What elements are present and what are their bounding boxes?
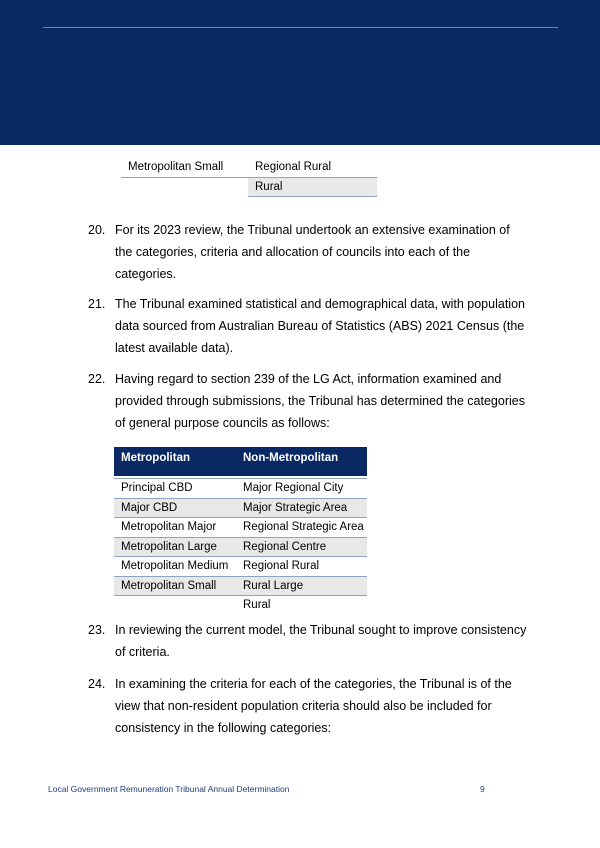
table-cell: Rural <box>248 177 377 197</box>
paragraph-text: In examining the criteria for each of the categories, the Tribunal is of the view that non-resident population criteria should also be included for consistency in the following categories: <box>115 677 512 735</box>
table-cell: Regional Rural <box>236 557 367 577</box>
paragraph-text: For its 2023 review, the Tribunal undertook an extensive examination of the categories, criteria and allocation of councils into each of the categories. <box>115 223 510 281</box>
table-cell: Metropolitan Small <box>114 576 236 596</box>
footer-document-title: Local Government Remuneration Tribunal Annual Determination <box>48 784 290 794</box>
paragraph-number: 22. <box>88 372 106 386</box>
paragraph-number: 23. <box>88 623 106 637</box>
paragraph-number: 20. <box>88 223 106 237</box>
paragraph-23 <box>88 619 528 663</box>
table-row <box>114 518 367 538</box>
paragraph-text: Having regard to section 239 of the LG Act, information examined and provided through submissions, the Tribunal has determined the categories of general purpose councils as follows: <box>115 372 525 430</box>
paragraph-number: 21. <box>88 297 106 311</box>
table-row <box>114 596 367 615</box>
council-category-table <box>114 447 367 615</box>
table-cell <box>121 177 248 197</box>
table-cell: Rural Large <box>236 576 367 596</box>
table-cell: Metropolitan Small <box>121 158 248 177</box>
table-cell: Major CBD <box>114 498 236 518</box>
paragraph-24 <box>88 673 528 739</box>
header-banner <box>0 0 600 145</box>
paragraph-text: In reviewing the current model, the Tribunal sought to improve consistency of criteria. <box>115 623 527 659</box>
table-row <box>114 537 367 557</box>
paragraph-number: 24. <box>88 677 106 691</box>
table-cell: Metropolitan Major <box>114 518 236 538</box>
table-cell: Metropolitan Large <box>114 537 236 557</box>
table-cell: Regional Strategic Area <box>236 518 367 538</box>
category-table-continued <box>121 158 377 197</box>
table-header-metropolitan: Metropolitan <box>114 447 236 476</box>
footer-page-number: 9 <box>480 784 485 794</box>
paragraph-21 <box>88 293 528 359</box>
table-row <box>114 576 367 596</box>
header-rule <box>43 27 558 28</box>
table-row <box>121 177 377 197</box>
table-header-non-metropolitan: Non-Metropolitan <box>236 447 367 476</box>
paragraph-22 <box>88 368 528 434</box>
table-row <box>114 479 367 499</box>
table-cell: Major Strategic Area <box>236 498 367 518</box>
paragraph-text: The Tribunal examined statistical and demographical data, with population data sourced from Australian Bureau of Statistics (ABS) 2021 Census (the latest available data). <box>115 297 525 355</box>
paragraph-20 <box>88 219 528 285</box>
table-row <box>114 498 367 518</box>
table-header-row <box>114 447 367 476</box>
table-cell: Principal CBD <box>114 479 236 499</box>
table-cell: Regional Rural <box>248 158 377 177</box>
table-row <box>114 557 367 577</box>
table-row <box>121 158 377 177</box>
table-cell: Regional Centre <box>236 537 367 557</box>
table-cell: Rural <box>243 599 271 612</box>
table-cell: Major Regional City <box>236 479 367 499</box>
table-cell: Metropolitan Medium <box>114 557 236 577</box>
table-cell <box>114 596 236 615</box>
